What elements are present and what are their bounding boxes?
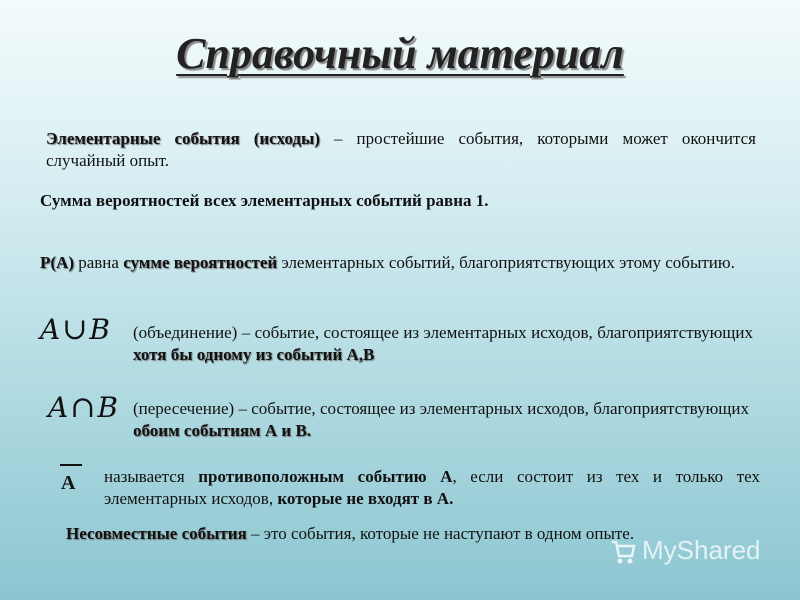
union-icon: ∪: [62, 312, 88, 347]
elementary-events-text: – простейшие события, которыми может окончится случайный опыт.: [46, 129, 756, 170]
overline-bar: [60, 464, 82, 466]
elementary-events-term: Элементарные события (исходы): [46, 129, 320, 148]
union-emph: хотя бы одному из событий А,В: [133, 345, 375, 364]
intersection-a: A: [48, 391, 69, 424]
pa-emph: сумме вероятностей: [123, 253, 278, 272]
elementary-events-definition: [46, 128, 756, 172]
page-title: Справочный материал: [176, 29, 624, 78]
pa-text: элементарных событий, благоприятствующих этому событию.: [277, 253, 735, 272]
probability-definition: [40, 252, 760, 274]
incompatible-text: – это события, которые не наступают в одном опыте.: [246, 524, 635, 543]
union-text: (объединение) – событие, состоящее из элементарных исходов, благоприятствующих: [133, 323, 753, 342]
opposite-text1: называется: [104, 467, 199, 486]
union-formula: [40, 312, 110, 347]
opposite-symbol: А: [61, 472, 76, 494]
intersection-emph: обоим событиям А и В.: [133, 421, 312, 440]
sum-rule-text: Сумма вероятностей всех элементарных событий равна 1.: [40, 191, 489, 210]
watermark-text: MyShared: [642, 535, 761, 565]
union-definition: [133, 322, 753, 366]
pa-term: Р(А): [40, 253, 74, 272]
incompatible-term: Несовместные события: [66, 524, 247, 543]
opposite-emph1: противоположным событию А: [198, 467, 453, 486]
sum-rule: [40, 190, 760, 212]
union-b: B: [89, 313, 110, 346]
intersection-formula: [48, 390, 118, 425]
intersection-icon: ∩: [70, 390, 96, 425]
pa-middle: равна: [73, 253, 124, 272]
union-a: A: [40, 313, 61, 346]
intersection-definition: [133, 398, 749, 442]
opposite-text2: , если состоит из тех и только тех элементарных исходов,: [104, 467, 760, 508]
cart-icon: [610, 538, 636, 566]
opposite-emph2: которые не входят в А.: [277, 489, 454, 508]
opposite-definition: [104, 466, 760, 510]
watermark-logo: [610, 535, 780, 575]
intersection-text: (пересечение) – событие, состоящее из элементарных исходов, благоприятствующих: [133, 399, 749, 418]
intersection-b: B: [97, 391, 118, 424]
